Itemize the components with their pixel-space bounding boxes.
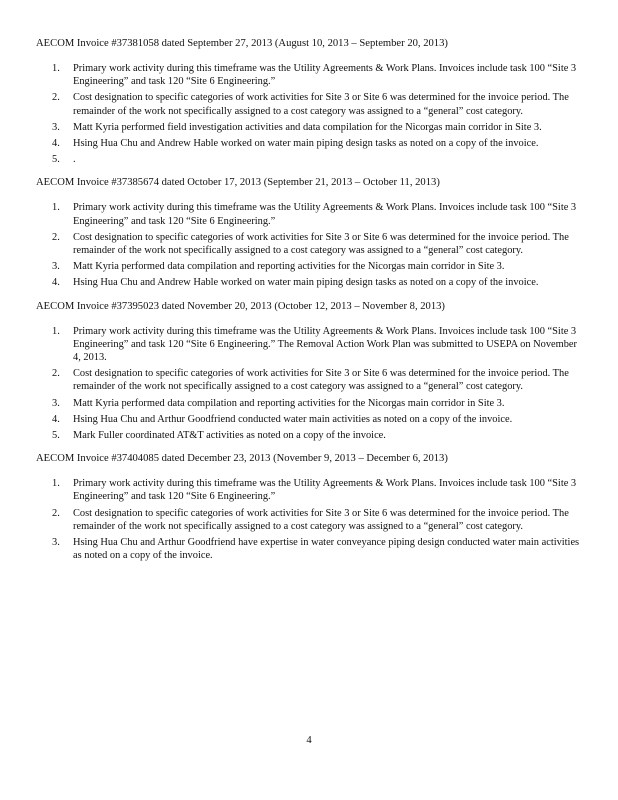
list-number: 2. [52,507,60,519]
list-item [36,429,581,442]
list-text: Cost designation to specific categories of work activities for Site 3 or Site 6 was determined for the invoice period. The remainder of the work not specifically assigned to a cost category was assigned to a “general” cost category. [73,231,569,257]
list-text: . [73,154,76,166]
list-number: 3. [52,261,60,273]
invoice-heading: AECOM Invoice #37395023 dated November 20, 2013 (October 12, 2013 – November 8, 2013) [36,300,445,312]
list-number: 2. [52,92,60,104]
page-number: 4 [306,735,312,746]
list-text: Matt Kyria performed field investigation activities and data compilation for the Nicorgas main corridor in Site 3. [73,121,542,133]
list-item [36,325,581,365]
list-item [36,121,581,134]
list-text: Cost designation to specific categories of work activities for Site 3 or Site 6 was determined for the invoice period. The remainder of the work not specifically assigned to a cost category was assigned to a “general” cost category. [73,368,569,393]
list-number: 4. [52,413,60,425]
invoice-notes-list [36,477,581,562]
list-number: 1. [52,202,60,214]
document-body [36,37,581,572]
list-number: 2. [52,368,60,380]
invoice-notes-list [36,62,581,166]
list-item [36,276,581,289]
list-text: Matt Kyria performed data compilation and reporting activities for the Nicorgas main corridor in Site 3. [73,397,505,409]
list-text: Primary work activity during this timeframe was the Utility Agreements & Work Plans. Invoices include task 100 “Site 3 Engineering” and task 120 “Site 6 Engineering.” [73,63,577,88]
invoice-section-4 [36,452,581,562]
invoice-notes-list [36,325,581,443]
list-item [36,397,581,410]
list-item [36,477,581,503]
invoice-section-3 [36,300,581,443]
invoice-section-2 [36,176,581,289]
list-item [36,536,581,562]
list-text: Hsing Hua Chu and Arthur Goodfriend conducted water main activities as noted on a copy of the invoice. [73,413,513,425]
list-text: Cost designation to specific categories of work activities for Site 3 or Site 6 was determined for the invoice period. The remainder of the work not specifically assigned to a cost category was assigned to a “general” cost category. [73,507,569,532]
list-item [36,201,581,227]
invoice-heading: AECOM Invoice #37381058 dated September 27, 2013 (August 10, 2013 – September 20, 2013) [36,38,448,49]
list-text: Primary work activity during this timeframe was the Utility Agreements & Work Plans. Invoices include task 100 “Site 3 Engineering” and task 120 “Site 6 Engineering.” [73,478,577,503]
list-text: Mark Fuller coordinated AT&T activities as noted on a copy of the invoice. [73,430,386,442]
list-number: 4. [52,138,60,150]
invoice-notes-list [36,201,581,289]
list-item [36,231,581,257]
list-item [36,137,581,150]
list-number: 3. [52,537,60,549]
list-item [36,507,581,533]
list-item [36,413,581,426]
list-number: 1. [52,478,60,490]
list-text: Matt Kyria performed data compilation and reporting activities for the Nicorgas main corridor in Site 3. [73,261,505,273]
list-text: Primary work activity during this timeframe was the Utility Agreements & Work Plans. Invoices include task 100 “Site 3 Engineering” and task 120 “Site 6 Engineering.” [73,202,577,227]
list-item [36,91,581,117]
list-text: Hsing Hua Chu and Andrew Hable worked on water main piping design tasks as noted on a copy of the invoice. [73,138,539,150]
list-item [36,260,581,273]
list-text: Hsing Hua Chu and Andrew Hable worked on water main piping design tasks as noted on a copy of the invoice. [73,277,539,289]
invoice-heading: AECOM Invoice #37404085 dated December 23, 2013 (November 9, 2013 – December 6, 2013) [36,453,448,465]
invoice-section-1 [36,37,581,166]
list-text: Cost designation to specific categories of work activities for Site 3 or Site 6 was determined for the invoice period. The remainder of the work not specifically assigned to a cost category was assigned to a “general” cost category. [73,92,569,117]
list-number: 2. [52,231,60,243]
list-item [36,62,581,88]
list-number: 5. [52,154,60,166]
list-item [36,367,581,393]
list-number: 3. [52,397,60,409]
invoice-heading: AECOM Invoice #37385674 dated October 17, 2013 (September 21, 2013 – October 11, 2013) [36,177,440,189]
list-number: 3. [52,121,60,133]
list-number: 5. [52,430,60,442]
list-number: 4. [52,277,60,289]
list-number: 1. [52,325,60,337]
list-item [36,153,581,166]
list-text: Primary work activity during this timeframe was the Utility Agreements & Work Plans. Invoices include task 100 “Site 3 Engineering” and task 120 “Site 6 Engineering.” The Removal Action Work Plan was submitted to USEPA on November 4, 2013. [73,325,577,364]
list-text: Hsing Hua Chu and Arthur Goodfriend have expertise in water conveyance piping design conducted water main activities as noted on a copy of the invoice. [73,537,580,562]
list-number: 1. [52,63,60,74]
